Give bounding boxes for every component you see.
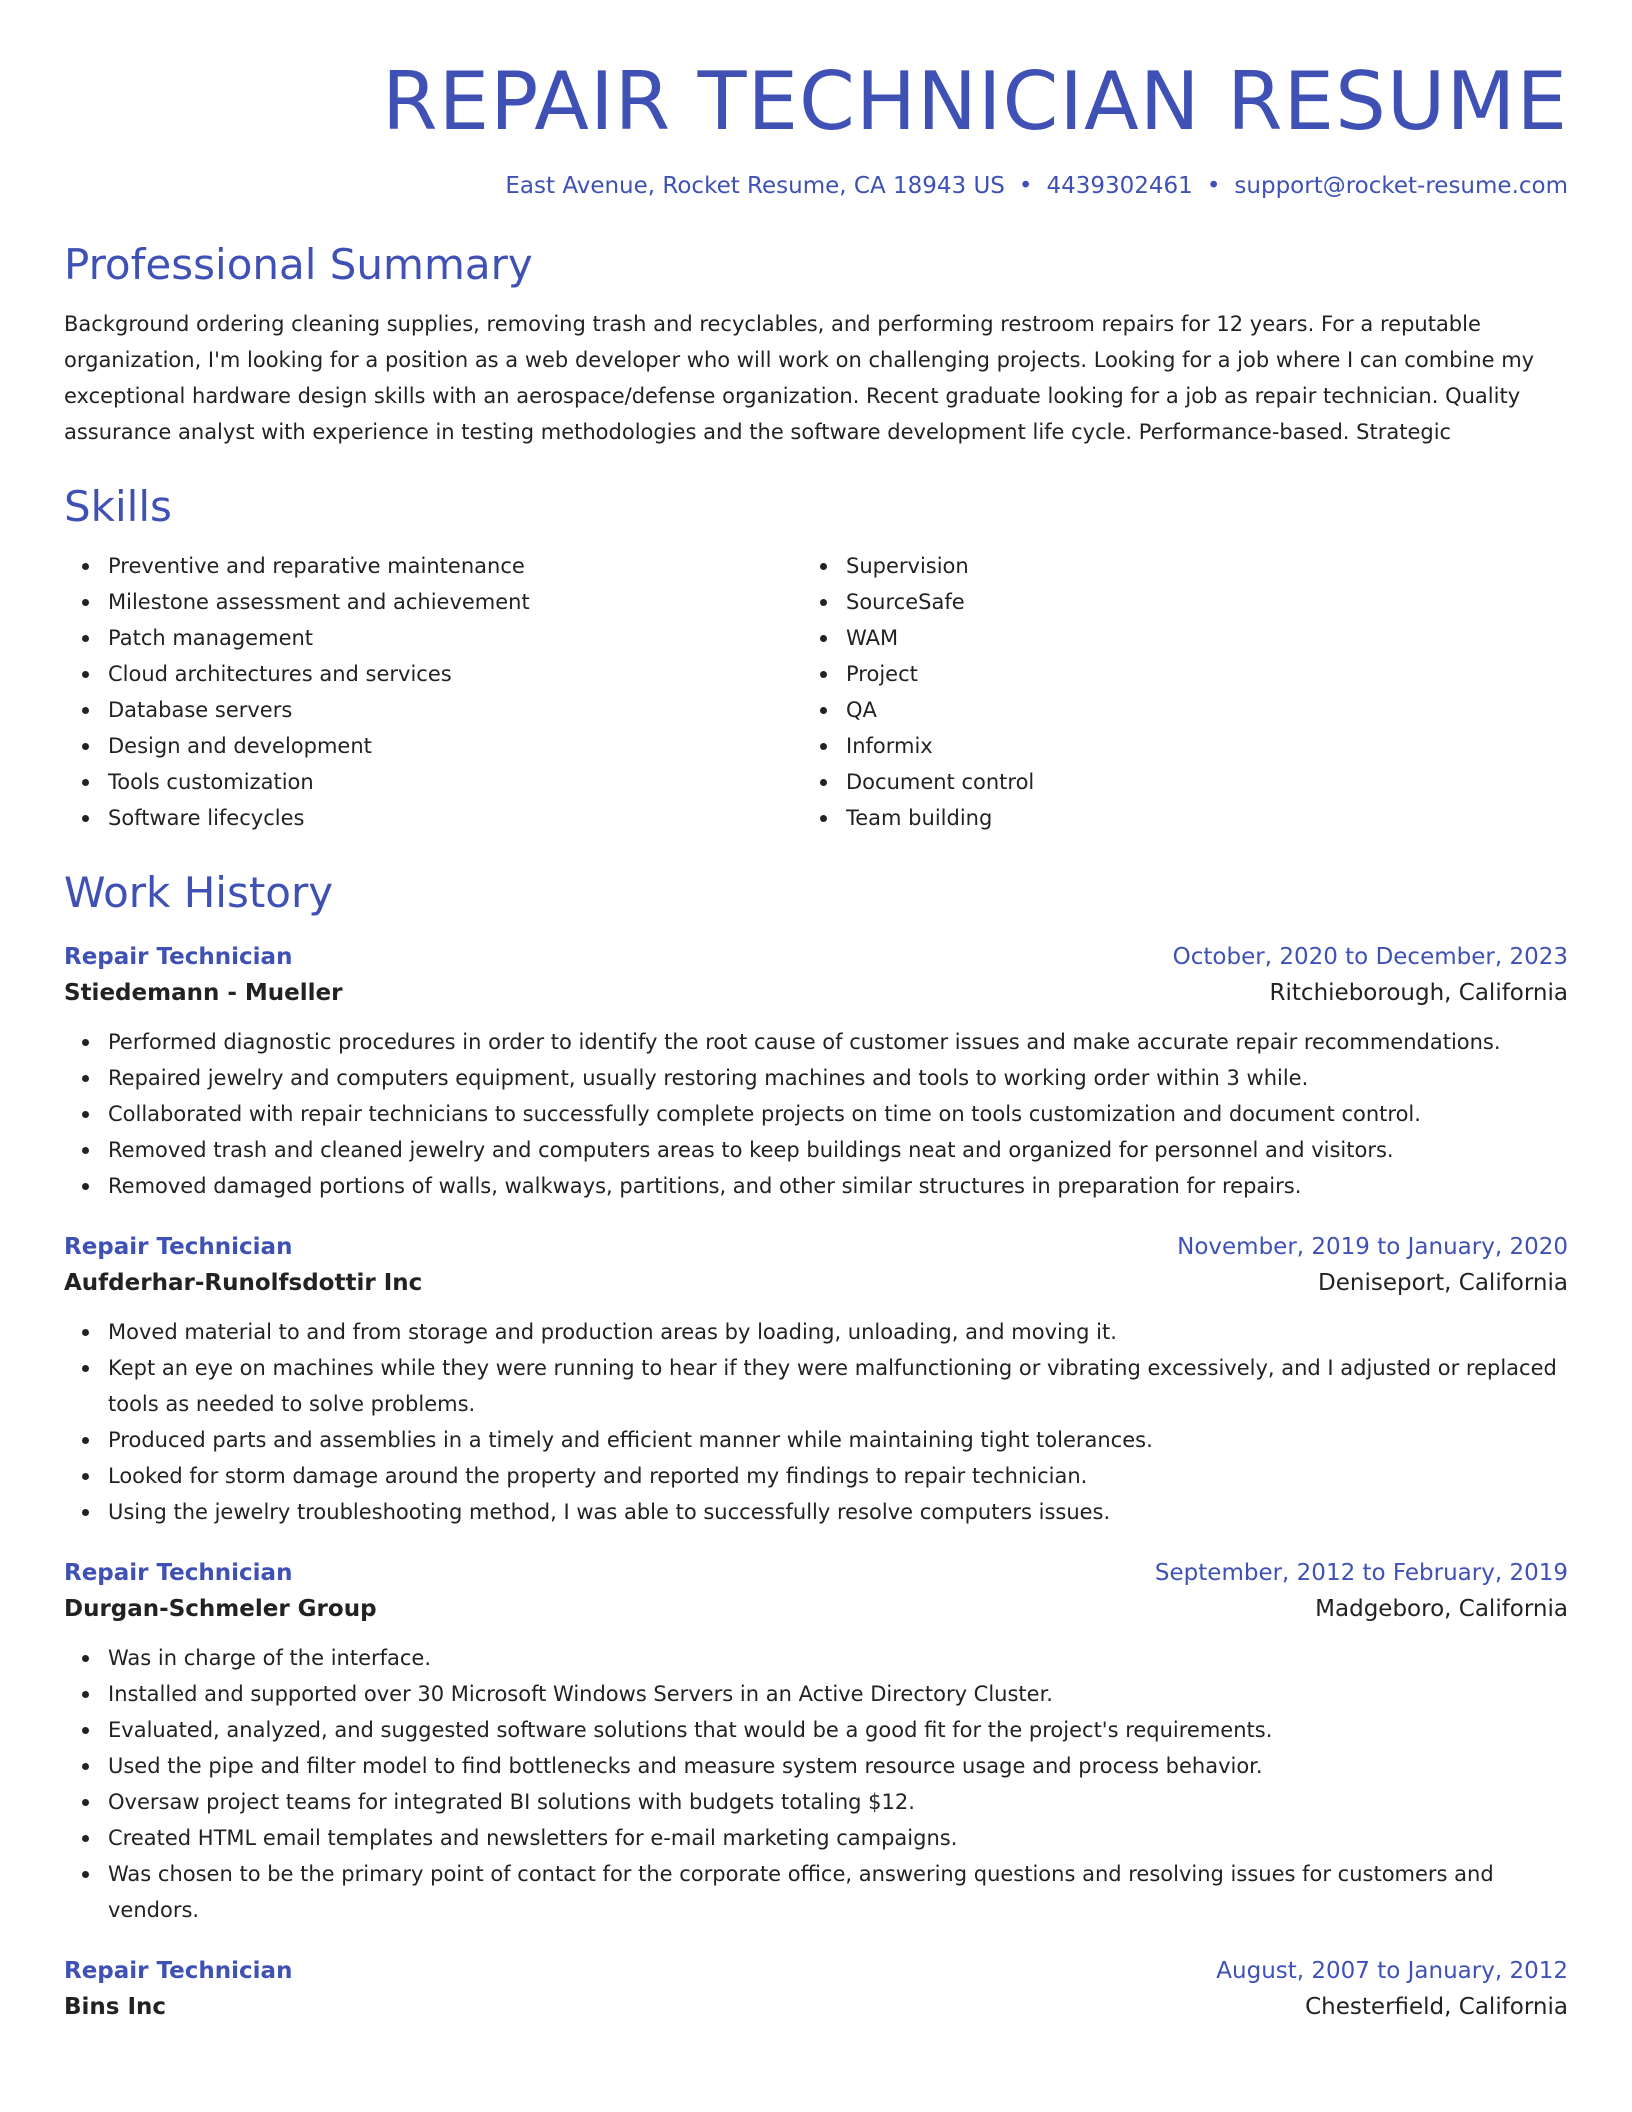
skill-item: Patch management	[108, 620, 802, 656]
job-header-row	[64, 1954, 1568, 1988]
job-title: Repair Technician	[64, 944, 293, 970]
job-bullet: Produced parts and assemblies in a timely and efficient manner while maintaining tight tolerances.	[108, 1422, 1568, 1458]
job-entry	[64, 1230, 1568, 1530]
job-company: Stiedemann - Mueller	[64, 980, 343, 1006]
contact-line	[64, 170, 1568, 202]
job-bullets	[64, 1640, 1568, 1928]
skill-item: Informix	[846, 728, 1540, 764]
job-company: Durgan-Schmeler Group	[64, 1596, 377, 1622]
skills-column-right	[802, 548, 1540, 836]
skill-item: Software lifecycles	[108, 800, 802, 836]
job-bullet: Using the jewelry troubleshooting method, I was able to successfully resolve computers issues.	[108, 1494, 1568, 1530]
job-header-row	[64, 940, 1568, 974]
summary-text: Background ordering cleaning supplies, removing trash and recyclables, and performing restroom repairs for 12 years. For a reputable organization, I'm looking for a position as a web developer who will work on challenging projects. Looking for a job where I can combine my exceptional hardware design skills with an aerospace/defense organization. Recent graduate looking for a job as repair technician. Quality assurance analyst with experience in testing methodologies and the software development life cycle. Performance-based. Strategic	[64, 312, 1535, 444]
section-title-skills: Skills	[64, 482, 172, 531]
contact-email[interactable]: support@rocket-resume.com	[1234, 173, 1568, 199]
skill-item: QA	[846, 692, 1540, 728]
job-dates: September, 2012 to February, 2019	[1154, 1560, 1568, 1586]
job-title: Repair Technician	[64, 1560, 293, 1586]
professional-summary-section	[64, 238, 1568, 450]
job-location: Deniseport, California	[1318, 1270, 1568, 1296]
job-company: Aufderhar-Runolfsdottir Inc	[64, 1270, 423, 1296]
job-bullet: Removed trash and cleaned jewelry and computers areas to keep buildings neat and organized for personnel and visitors.	[108, 1132, 1568, 1168]
job-title: Repair Technician	[64, 1234, 293, 1260]
contact-phone: 4439302461	[1046, 173, 1193, 199]
skill-item: Database servers	[108, 692, 802, 728]
job-entry	[64, 1954, 1568, 2026]
job-bullet: Oversaw project teams for integrated BI solutions with budgets totaling $12.	[108, 1784, 1568, 1820]
section-title-summary: Professional Summary	[64, 240, 533, 289]
skill-item: Milestone assessment and achievement	[108, 584, 802, 620]
job-bullet: Was in charge of the interface.	[108, 1640, 1568, 1676]
job-entry	[64, 940, 1568, 1204]
skill-item: Supervision	[846, 548, 1540, 584]
job-bullet: Evaluated, analyzed, and suggested software solutions that would be a good fit for the project's requirements.	[108, 1712, 1568, 1748]
skill-item: Tools customization	[108, 764, 802, 800]
job-company-row	[64, 1590, 1568, 1628]
section-title-work-history: Work History	[64, 868, 334, 917]
job-bullet: Looked for storm damage around the property and reported my findings to repair technician.	[108, 1458, 1568, 1494]
resume-title: REPAIR TECHNICIAN RESUME	[382, 55, 1568, 148]
contact-separator: •	[1206, 173, 1221, 199]
contact-address: East Avenue, Rocket Resume, CA 18943 US	[505, 173, 1005, 199]
skill-item: Team building	[846, 800, 1540, 836]
resume-header	[64, 52, 1568, 202]
job-bullets	[64, 1314, 1568, 1530]
job-location: Ritchieborough, California	[1269, 980, 1568, 1006]
skills-column-left	[64, 548, 802, 836]
job-location: Madgeboro, California	[1315, 1596, 1568, 1622]
job-header-row	[64, 1230, 1568, 1264]
skills-grid	[64, 548, 1568, 836]
job-bullet: Moved material to and from storage and production areas by loading, unloading, and moving it.	[108, 1314, 1568, 1350]
job-entry	[64, 1556, 1568, 1928]
job-bullet: Removed damaged portions of walls, walkways, partitions, and other similar structures in preparation for repairs.	[108, 1168, 1568, 1204]
contact-separator: •	[1018, 173, 1033, 199]
job-bullet: Collaborated with repair technicians to successfully complete projects on time on tools customization and document control.	[108, 1096, 1568, 1132]
skill-item: Document control	[846, 764, 1540, 800]
skill-item: Preventive and reparative maintenance	[108, 548, 802, 584]
skill-item: Design and development	[108, 728, 802, 764]
job-bullet: Created HTML email templates and newsletters for e-mail marketing campaigns.	[108, 1820, 1568, 1856]
job-dates: August, 2007 to January, 2012	[1216, 1958, 1568, 1984]
job-location: Chesterfield, California	[1305, 1994, 1568, 2020]
job-company: Bins Inc	[64, 1994, 167, 2020]
work-history-section	[64, 866, 1568, 2026]
job-company-row	[64, 1264, 1568, 1302]
skills-section	[64, 480, 1568, 836]
job-bullet: Installed and supported over 30 Microsoft Windows Servers in an Active Directory Cluster.	[108, 1676, 1568, 1712]
job-bullet: Used the pipe and filter model to find bottlenecks and measure system resource usage and process behavior.	[108, 1748, 1568, 1784]
skill-item: SourceSafe	[846, 584, 1540, 620]
skill-item: Project	[846, 656, 1540, 692]
job-company-row	[64, 974, 1568, 1012]
job-header-row	[64, 1556, 1568, 1590]
job-bullet: Performed diagnostic procedures in order to identify the root cause of customer issues and make accurate repair recommendations.	[108, 1024, 1568, 1060]
job-title: Repair Technician	[64, 1958, 293, 1984]
job-dates: October, 2020 to December, 2023	[1172, 944, 1568, 970]
skill-item: Cloud architectures and services	[108, 656, 802, 692]
job-dates: November, 2019 to January, 2020	[1177, 1234, 1568, 1260]
job-company-row	[64, 1988, 1568, 2026]
skill-item: WAM	[846, 620, 1540, 656]
job-bullet: Repaired jewelry and computers equipment, usually restoring machines and tools to working order within 3 while.	[108, 1060, 1568, 1096]
job-bullet: Was chosen to be the primary point of contact for the corporate office, answering questions and resolving issues for customers and vendors.	[108, 1856, 1568, 1928]
job-bullets	[64, 1024, 1568, 1204]
job-bullet: Kept an eye on machines while they were running to hear if they were malfunctioning or vibrating excessively, and I adjusted or replaced tools as needed to solve problems.	[108, 1350, 1568, 1422]
